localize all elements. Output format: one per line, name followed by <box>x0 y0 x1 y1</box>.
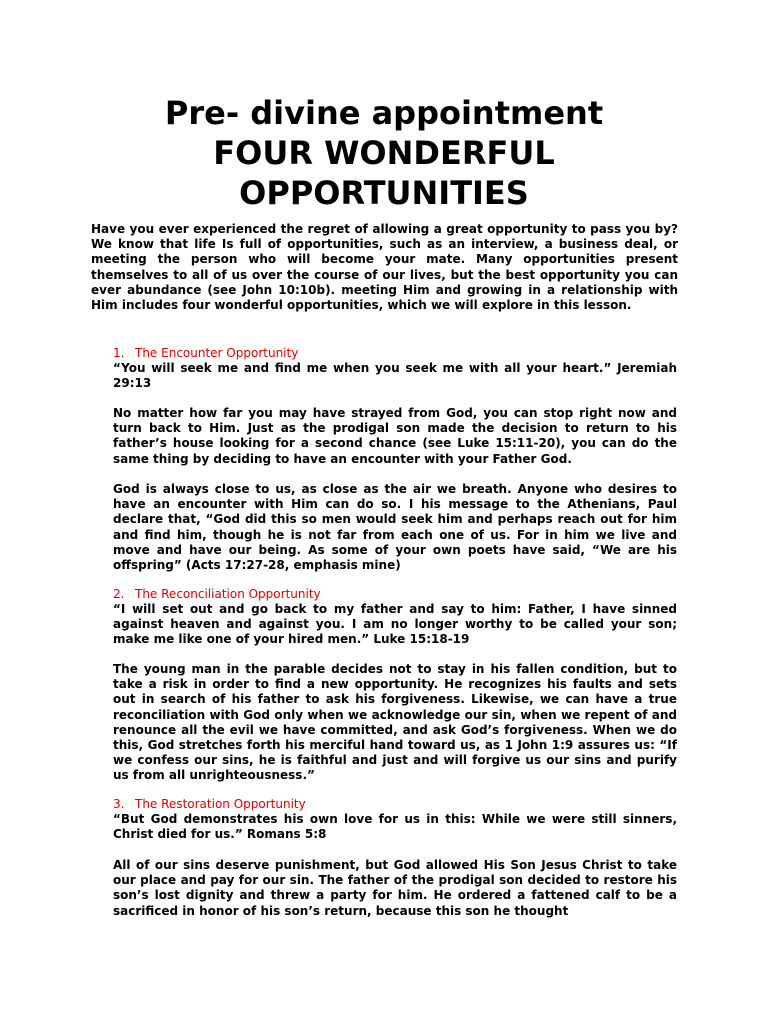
document-title <box>0 93 768 213</box>
section-2-heading <box>113 587 677 602</box>
section-2-number: 2. <box>113 587 125 601</box>
section-3-number: 3. <box>113 797 125 811</box>
title-line-3: OPPORTUNITIES <box>239 174 529 212</box>
section-1-paragraph-1: No matter how far you may have strayed from God, you can stop right now and turn back to Him. Just as the prodigal son made the decision to return to his father’s house looking for a second chance (see Luke 15:11-20), you can do the same thing by deciding to have an encounter with your Father God. <box>113 406 677 466</box>
section-1-title: The Encounter Opportunity <box>135 346 299 360</box>
section-3-title: The Restoration Opportunity <box>135 797 306 811</box>
section-1-number: 1. <box>113 346 125 360</box>
intro-paragraph: Have you ever experienced the regret of allowing a great opportunity to pass you by? We know that life Is full of opportunities, such as an interview, a business deal, or meeting the person who will become your mate. Many opportunities present themselves to all of us over the course of our lives, but the best opportunity you can ever abundance (see John 10:10b). meeting Him and growing in a relationship with Him includes four wonderful opportunities, which we will explore in this lesson. <box>91 222 678 313</box>
section-1-verse: “You will seek me and find me when you seek me with all your heart.” Jeremiah 29:13 <box>113 361 677 391</box>
section-3-heading <box>113 797 677 812</box>
title-line-2: FOUR WONDERFUL <box>213 134 555 172</box>
section-1-heading <box>113 346 677 361</box>
title-line-1: Pre- divine appointment <box>164 94 604 132</box>
section-2-paragraph-1: The young man in the parable decides not to stay in his fallen condition, but to take a risk in order to find a new opportunity. He recognizes his faults and sets out in search of his father to ask his forgiveness. Likewise, we can have a true reconciliation with God only when we acknowledge our sin, when we repent of and renounce all the evil we have committed, and ask God’s forgiveness. When we do this, God stretches forth his merciful hand toward us, as 1 John 1:9 assures us: “If we confess our sins, he is faithful and just and will forgive us our sins and purify us from all unrighteousness.” <box>113 662 677 783</box>
section-3-verse: “But God demonstrates his own love for us in this: While we were still sinners, Christ died for us.” Romans 5:8 <box>113 812 677 842</box>
section-3-paragraph-1: All of our sins deserve punishment, but God allowed His Son Jesus Christ to take our place and pay for our sin. The father of the prodigal son decided to restore his son’s lost dignity and threw a party for him. He ordered a fattened calf to be a sacrificed in honor of his son’s return, because this son he thought <box>113 858 677 918</box>
section-2-title: The Reconciliation Opportunity <box>135 587 321 601</box>
section-1-paragraph-2: God is always close to us, as close as the air we breath. Anyone who desires to have an encounter with Him can do so. I his message to the Athenians, Paul declare that, “God did this so men would seek him and perhaps reach out for him and find him, though he is not far from each one of us. For in him we live and move and have our being. As some of your own poets have said, “We are his offspring” (Acts 17:27-28, emphasis mine) <box>113 482 677 573</box>
section-2-verse: “I will set out and go back to my father and say to him: Father, I have sinned against heaven and against you. I am no longer worthy to be called your son; make me like one of your hired men.” Luke 15:18-19 <box>113 602 677 647</box>
